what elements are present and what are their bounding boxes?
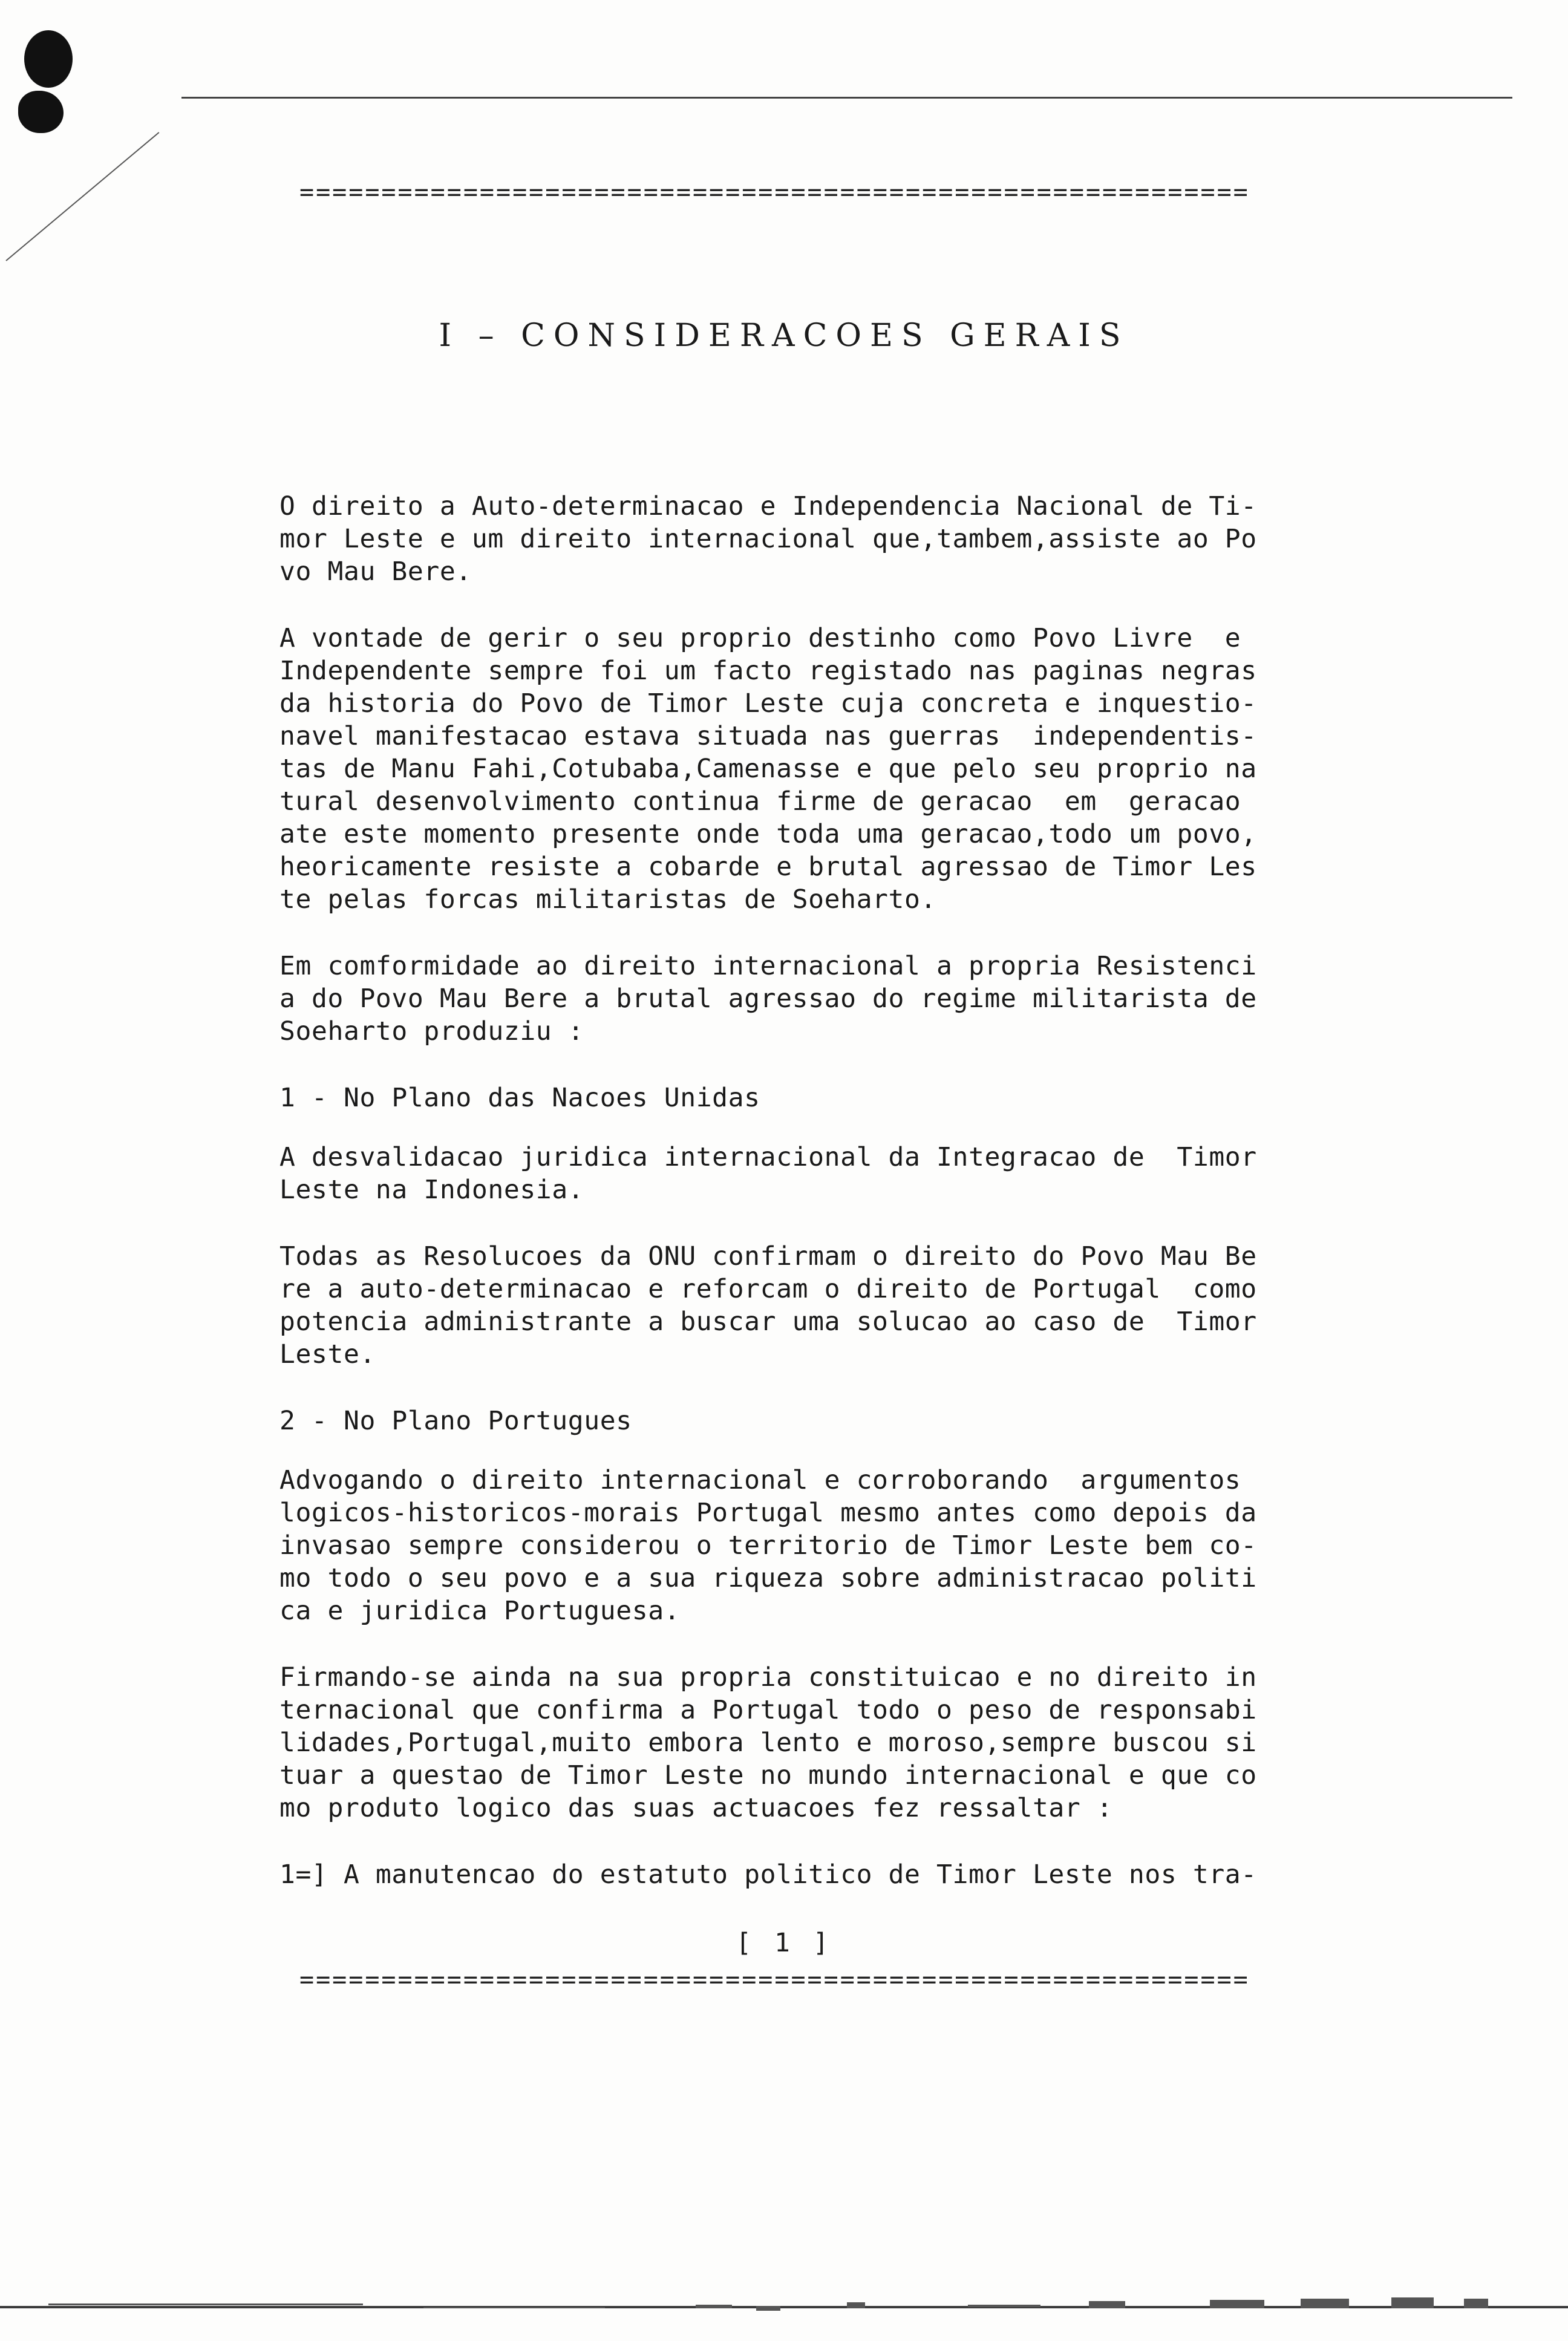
heading-portuguese-plan: 2 - No Plano Portugues	[279, 1406, 632, 1436]
section-title: I – CONSIDERACOES GERAIS	[439, 318, 1129, 354]
paragraph-intro: O direito a Auto-determinacao e Independencia Nacional de Ti- mor Leste e um direito internacional que,tambem,assiste ao Po vo Mau Bere.	[279, 491, 1257, 587]
top-rule: ==========================================================	[299, 180, 1250, 204]
bottom-rule: ==========================================================	[299, 1968, 1250, 1992]
body-text	[279, 490, 1405, 1925]
paragraph-item-1: 1=] A manutencao do estatuto politico de Timor Leste nos tra-	[279, 1859, 1257, 1890]
scan-noise	[0, 2262, 1568, 2341]
scan-edge-diagonal	[5, 132, 159, 261]
paragraph-un-resolutions: Todas as Resolucoes da ONU confirmam o direito do Povo Mau Be re a auto-determinacao e reforcam o direito de Portugal como potencia administrante a buscar uma solucao ao caso de Timor Leste.	[279, 1241, 1257, 1370]
page-number: [ 1 ]	[736, 1928, 832, 1958]
paragraph-advocating: Advogando o direito internacional e corroborando argumentos logicos-historicos-morais Portugal mesmo antes como depois da invasao sempre considerou o territorio de Timor Leste bem co- mo todo o seu povo e a sua riqueza sobre administracao politi ca e juridica Portuguesa.	[279, 1465, 1257, 1626]
scan-edge-top	[181, 97, 1512, 99]
paragraph-constitution: Firmando-se ainda na sua propria constituicao e no direito in ternacional que confirma a Portugal todo o peso de responsabi lidades,Portugal,muito embora lento e moroso,sempre buscou si tuar a questao de Timor Leste no mundo internacional e que co mo produto logico das suas actuacoes fez ressaltar :	[279, 1662, 1257, 1823]
punch-hole-top	[24, 30, 73, 88]
paragraph-conformity: Em comformidade ao direito internacional a propria Resistenci a do Povo Mau Bere a brutal agressao do regime militarista de Soeharto produziu :	[279, 951, 1257, 1046]
paragraph-will: A vontade de gerir o seu proprio destinho como Povo Livre e Independente sempre foi um facto registado nas paginas negras da historia do Povo de Timor Leste cuja concreta e inquestio- navel manifestacao estava situada nas guerras independentis- tas de Manu Fahi,Cotubaba,Camenasse e que pelo seu proprio na tural desenvolvimento continua firme de geracao em geracao ate este momento presente onde toda uma geracao,todo um povo, heoricamente resiste a cobarde e brutal agressao de Timor Les te pelas forcas militaristas de Soeharto.	[279, 623, 1257, 915]
punch-hole-bottom	[18, 91, 64, 133]
heading-un-plan: 1 - No Plano das Nacoes Unidas	[279, 1083, 760, 1113]
paragraph-invalidation: A desvalidacao juridica internacional da Integracao de Timor Leste na Indonesia.	[279, 1142, 1257, 1205]
